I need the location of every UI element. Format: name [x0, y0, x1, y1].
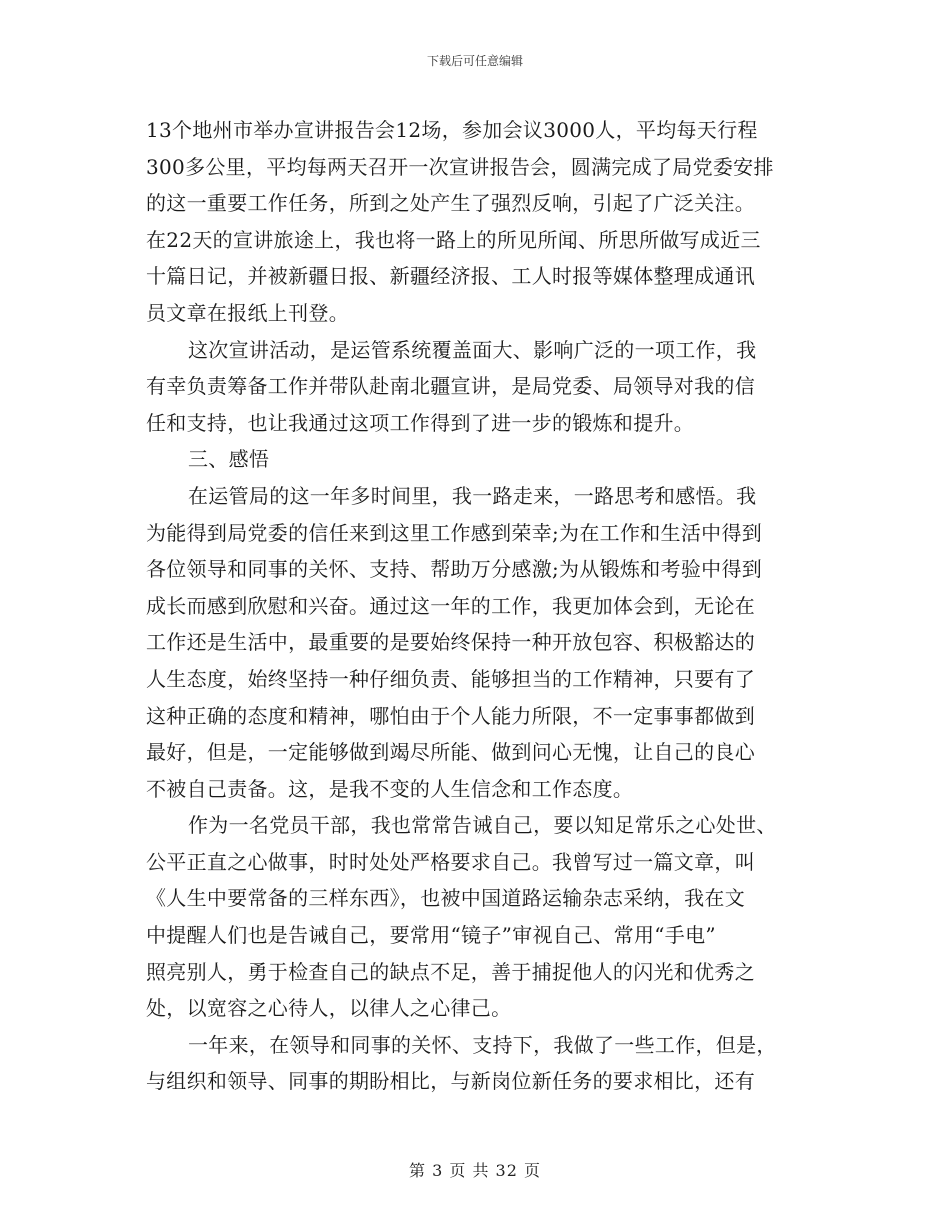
text-line: 公平正直之心做事，时时处处严格要求自己。我曾写过一篇文章，叫	[146, 849, 755, 874]
page-header: 下载后可任意编辑	[426, 54, 523, 68]
text-line: 人生态度，始终坚持一种仔细负责、能够担当的工作精神，只要有了	[146, 666, 755, 691]
text-line: 在22天的宣讲旅途上，我也将一路上的所见所闻、所思所做写成近三	[146, 227, 761, 252]
text-line: 《人生中要常备的三样东西》，也被中国道路运输杂志采纳，我在文	[146, 886, 745, 911]
text-line: 工作还是生活中，最重要的是要始终保持一种开放包容、积极豁达的	[146, 630, 755, 655]
text-line: 最好，但是，一定能够做到竭尽所能、做到问心无愧，让自己的良心	[146, 740, 755, 765]
text-line: 不被自己责备。这，是我不变的人生信念和工作态度。	[146, 776, 634, 801]
text-line: 照亮别人，勇于检查自己的缺点不足，善于捕捉他人的闪光和优秀之	[146, 959, 755, 984]
text-line: 13个地州市举办宣讲报告会12场，参加会议3000人，平均每天行程	[146, 118, 758, 142]
section-heading: 三、感悟	[188, 447, 270, 472]
text-line: 成长而感到欣慰和兴奋。通过这一年的工作，我更加体会到，无论在	[146, 593, 755, 618]
text-line: 处，以宽容之心待人，以律人之心律己。	[146, 996, 512, 1021]
text-line: 十篇日记，并被新疆日报、新疆经济报、工人时报等媒体整理成通讯	[146, 264, 755, 289]
text-line: 中提醒人们也是告诫自己，要常用“镜子”审视自己、常用“手电”	[146, 923, 716, 948]
paragraph-start-line: 这次宣讲活动，是运管系统覆盖面大、影响广泛的一项工作，我	[188, 337, 757, 362]
text-line: 与组织和领导、同事的期盼相比，与新岗位新任务的要求相比，还有	[146, 1069, 755, 1094]
text-line: 的这一重要工作任务，所到之处产生了强烈反响，引起了广泛关注。	[146, 191, 755, 216]
text-line: 员文章在报纸上刊登。	[146, 300, 349, 325]
document-body	[146, 112, 806, 1100]
text-line: 300多公里，平均每两天召开一次宣讲报告会，圆满完成了局党委安排	[146, 154, 774, 179]
text-line: 为能得到局党委的信任来到这里工作感到荣幸;为在工作和生活中得到	[146, 520, 763, 545]
text-line: 有幸负责筹备工作并带队赴南北疆宣讲，是局党委、局领导对我的信	[146, 374, 755, 399]
text-line: 这种正确的态度和精神，哪怕由于个人能力所限，不一定事事都做到	[146, 703, 755, 728]
paragraph-start-line: 一年来，在领导和同事的关怀、支持下，我做了一些工作，但是，	[188, 1032, 777, 1057]
text-line: 任和支持，也让我通过这项工作得到了进一步的锻炼和提升。	[146, 410, 695, 435]
text-line: 各位领导和同事的关怀、支持、帮助万分感激;为从锻炼和考验中得到	[146, 557, 763, 582]
paragraph-start-line: 在运管局的这一年多时间里，我一路走来，一路思考和感悟。我	[188, 483, 757, 508]
paragraph-start-line: 作为一名党员干部，我也常常告诫自己，要以知足常乐之心处世、	[188, 813, 777, 838]
page-number-footer: 第 3 页 共 32 页	[409, 1161, 541, 1180]
